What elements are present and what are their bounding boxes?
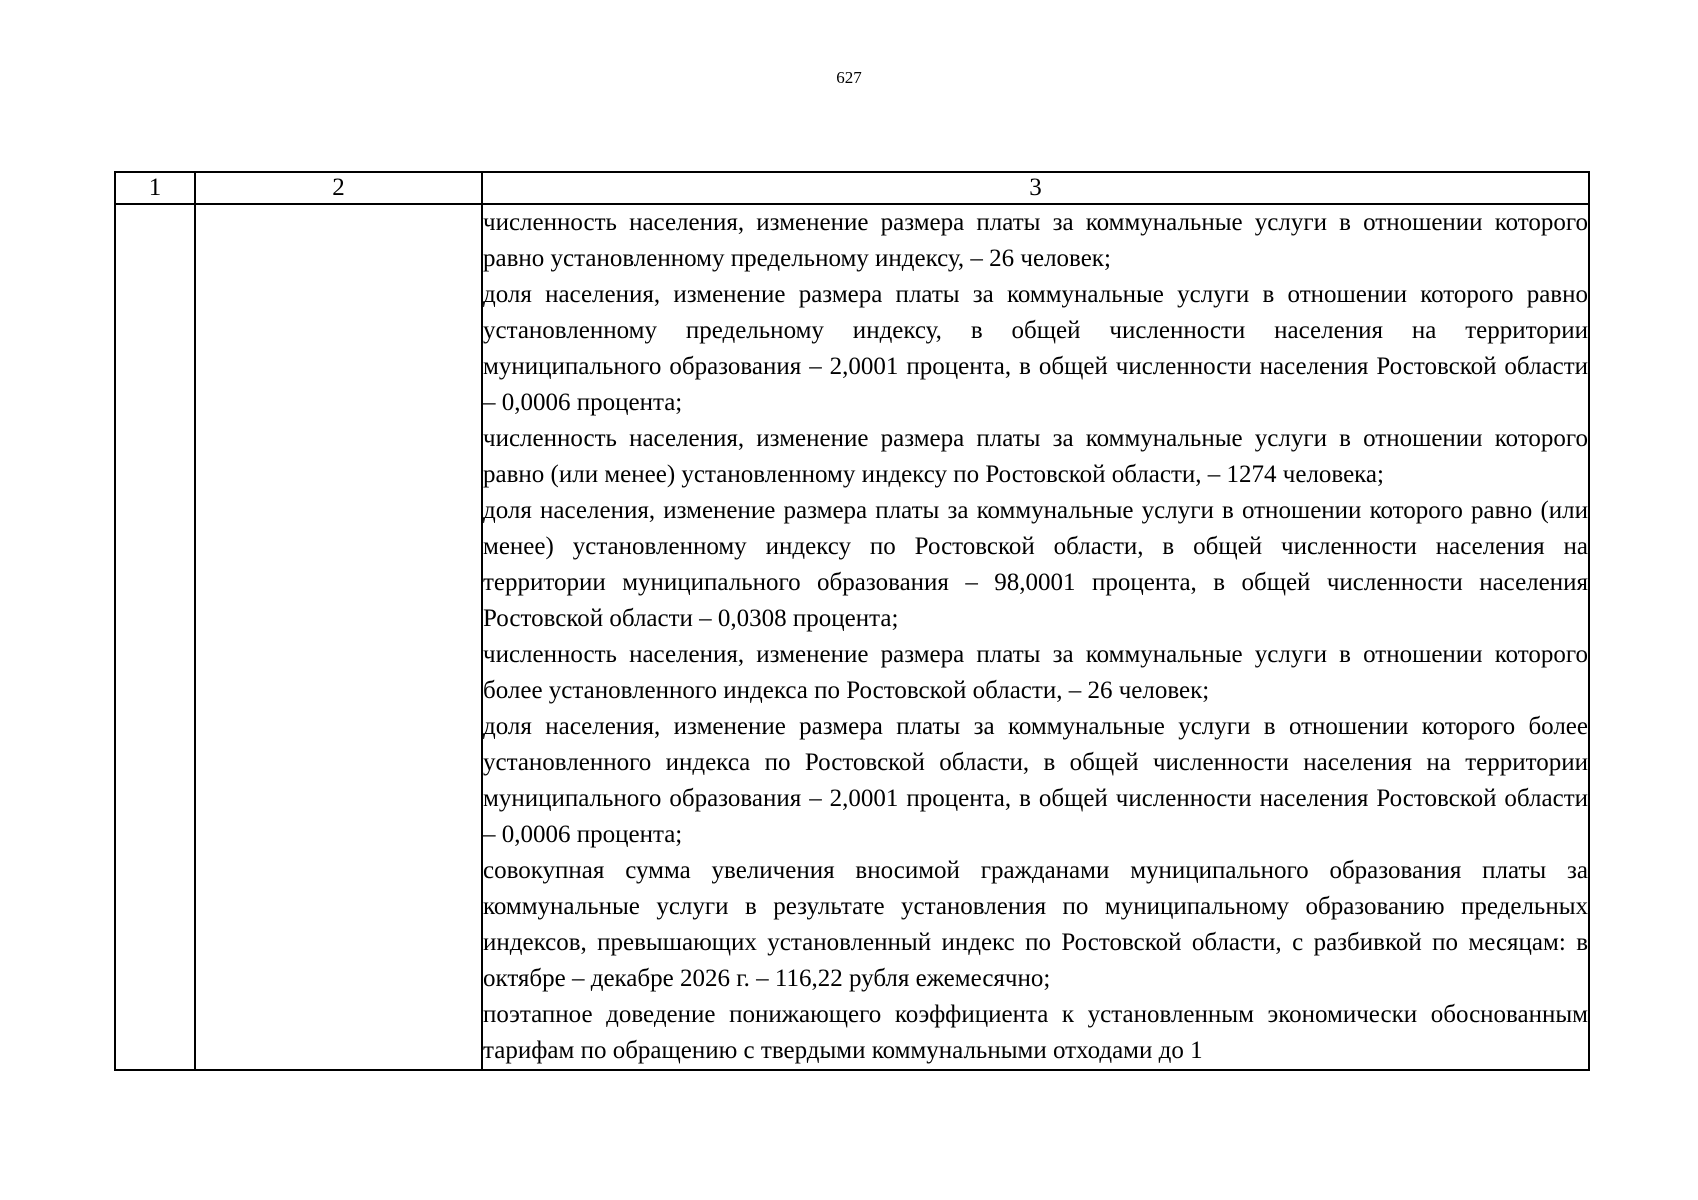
page-number: 627: [836, 68, 862, 87]
table-header-row: [115, 172, 1589, 204]
paragraph: численность населения, изменение размера платы за коммунальные услуги в отношении которого равно установленному предельному индексу, – 26 человек;: [483, 209, 1588, 272]
column-header-1: 1: [115, 172, 195, 204]
paragraph: доля населения, изменение размера платы за коммунальные услуги в отношении которого равно установленному предельному индексу, в общей численности населения на территории муниципального образования – 2,0001 процента, в общей численности населения Ростовской области – 0,0006 процента;: [483, 281, 1588, 416]
cell-col-2: [195, 204, 482, 1070]
document-table: [114, 171, 1590, 1071]
cell-col-1: [115, 204, 195, 1070]
column-header-2: 2: [195, 172, 482, 204]
cell-col-3: [482, 204, 1589, 1070]
paragraph: численность населения, изменение размера платы за коммунальные услуги в отношении которого более установленного индекса по Ростовской области, – 26 человек;: [483, 641, 1588, 704]
paragraph: поэтапное доведение понижающего коэффициента к установленным экономически обоснованным тарифам по обращению с твердыми коммунальными отходами до 1: [483, 1001, 1588, 1064]
paragraph: совокупная сумма увеличения вносимой гражданами муниципального образования платы за коммунальные услуги в результате установления по муниципальному образованию предельных индексов, превышающих установленный индекс по Ростовской области, с разбивкой по месяцам: в октябре – декабре 2026 г. – 116,22 рубля ежемесячно;: [483, 857, 1588, 992]
column-header-3: 3: [482, 172, 1589, 204]
paragraph: доля населения, изменение размера платы за коммунальные услуги в отношении которого равно (или менее) установленному индексу по Ростовской области, в общей численности населения на территории муниципального образования – 98,0001 процента, в общей численности населения Ростовской области – 0,0308 процента;: [483, 497, 1588, 632]
table-row: [115, 204, 1589, 1070]
paragraph: доля населения, изменение размера платы за коммунальные услуги в отношении которого более установленного индекса по Ростовской области, в общей численности населения на территории муниципального образования – 2,0001 процента, в общей численности населения Ростовской области – 0,0006 процента;: [483, 713, 1588, 848]
paragraph: численность населения, изменение размера платы за коммунальные услуги в отношении которого равно (или менее) установленному индексу по Ростовской области, – 1274 человека;: [483, 425, 1588, 488]
